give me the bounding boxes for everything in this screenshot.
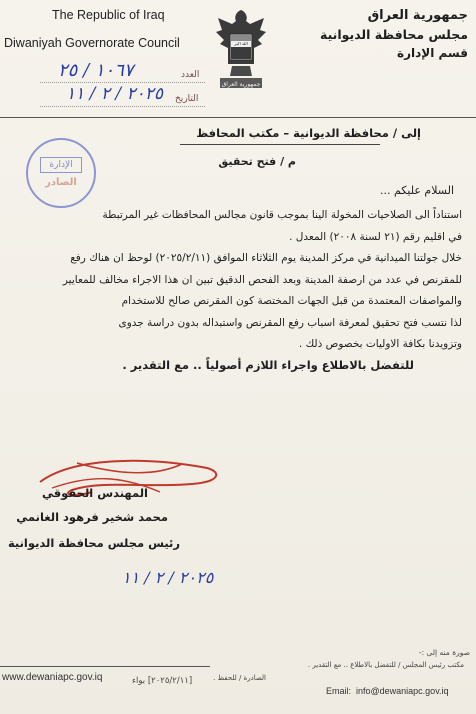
header-council-en: Diwaniyah Governorate Council bbox=[4, 36, 180, 50]
footer-ref-code: [٢٠٢٥/٢/١١] بواء bbox=[132, 676, 193, 686]
signature-date: ٢٠٢٥ / ٢ / ١١ bbox=[122, 568, 214, 587]
closing-line: للتفضل بالاطلاع واجراء اللازم أصولياً .. مع التقدير . bbox=[122, 358, 414, 372]
body-line: لذا نتسب فتح تحقيق لمعرفة اسباب رفع المقرنص واستبداله بدون دراسة جدوى bbox=[118, 316, 462, 329]
date-label: التاريخ bbox=[175, 94, 199, 104]
recipient: إلى / محافظة الديوانية – مكتب المحافظ bbox=[196, 126, 421, 140]
date-underline bbox=[40, 106, 205, 107]
date-value: ٢٠٢٥ / ٢ / ١١ bbox=[66, 84, 164, 104]
letter-body bbox=[14, 205, 462, 356]
greeting: السلام عليكم ... bbox=[380, 184, 454, 197]
iraq-eagle-emblem-icon bbox=[212, 4, 270, 92]
number-value: ١٠٦٧ / ٢٥ bbox=[58, 60, 134, 81]
body-line: في اقليم رقم (٢١ لسنة ٢٠٠٨) المعدل . bbox=[289, 230, 462, 243]
body-line: للمقرنص في عدد من ارصفة المدينة وبعد الفحص الدقيق تبين ان هذا الاجراء مخالف للمعايير bbox=[62, 273, 462, 286]
stamp-line1: الإدارة bbox=[40, 157, 82, 173]
body-line: وتزويدنا بكافة الاوليات بخصوص ذلك . bbox=[298, 338, 462, 350]
number-label: العدد bbox=[181, 70, 200, 80]
emblem-caption: جمهورية العراق bbox=[221, 81, 261, 88]
emblem-motto: الله اكبر bbox=[234, 41, 248, 46]
header-council-ar: مجلس محافظة الديوانية bbox=[320, 27, 468, 42]
header-republic-ar: جمهورية العراق bbox=[367, 8, 468, 23]
footer-email-label: Email: bbox=[326, 686, 352, 696]
header-department-ar: قسم الإدارة bbox=[397, 46, 468, 60]
number-underline bbox=[40, 82, 205, 83]
footer-email: info@dewaniapc.gov.iq bbox=[356, 686, 449, 696]
signature-position: رئيس مجلس محافظة الديوانية bbox=[7, 536, 180, 550]
signature-name: محمد شخير فرهود الغانمي bbox=[16, 510, 168, 524]
copies-item: الصادرة / للحفظ . bbox=[213, 674, 266, 682]
subject: م / فتح تحقيق bbox=[218, 155, 296, 168]
body-line: والمواصفات المعتمدة من قبل الجهات المختصة كون المقرنص صالح للاستخدام bbox=[121, 295, 462, 307]
recipient-underline bbox=[180, 144, 380, 145]
signature-title: المهندس الحقوقي bbox=[42, 486, 148, 500]
body-line: خلال جولتنا الميدانية في مركز المدينة يوم الثلاثاء الموافق (٢٠٢٥/٢/١١) لوحظ ان هناك رفع bbox=[70, 252, 462, 264]
copies-item: مكتب رئيس المجلس / للتفضل بالاطلاع .. مع التقدير . bbox=[307, 661, 464, 669]
header-republic-en: The Republic of Iraq bbox=[52, 8, 165, 22]
footer-divider bbox=[0, 666, 210, 667]
stamp-line2: الصادر bbox=[45, 177, 77, 188]
footer-website: www.dewaniapc.gov.iq bbox=[2, 672, 103, 683]
header-divider bbox=[0, 117, 476, 118]
department-stamp bbox=[26, 138, 96, 208]
copies-heading: صورة منه إلى :- bbox=[418, 648, 470, 657]
body-line: استناداً الى الصلاحيات المخولة الينا بموجب قانون مجالس المحافظات غير المرتبطة bbox=[102, 209, 462, 221]
